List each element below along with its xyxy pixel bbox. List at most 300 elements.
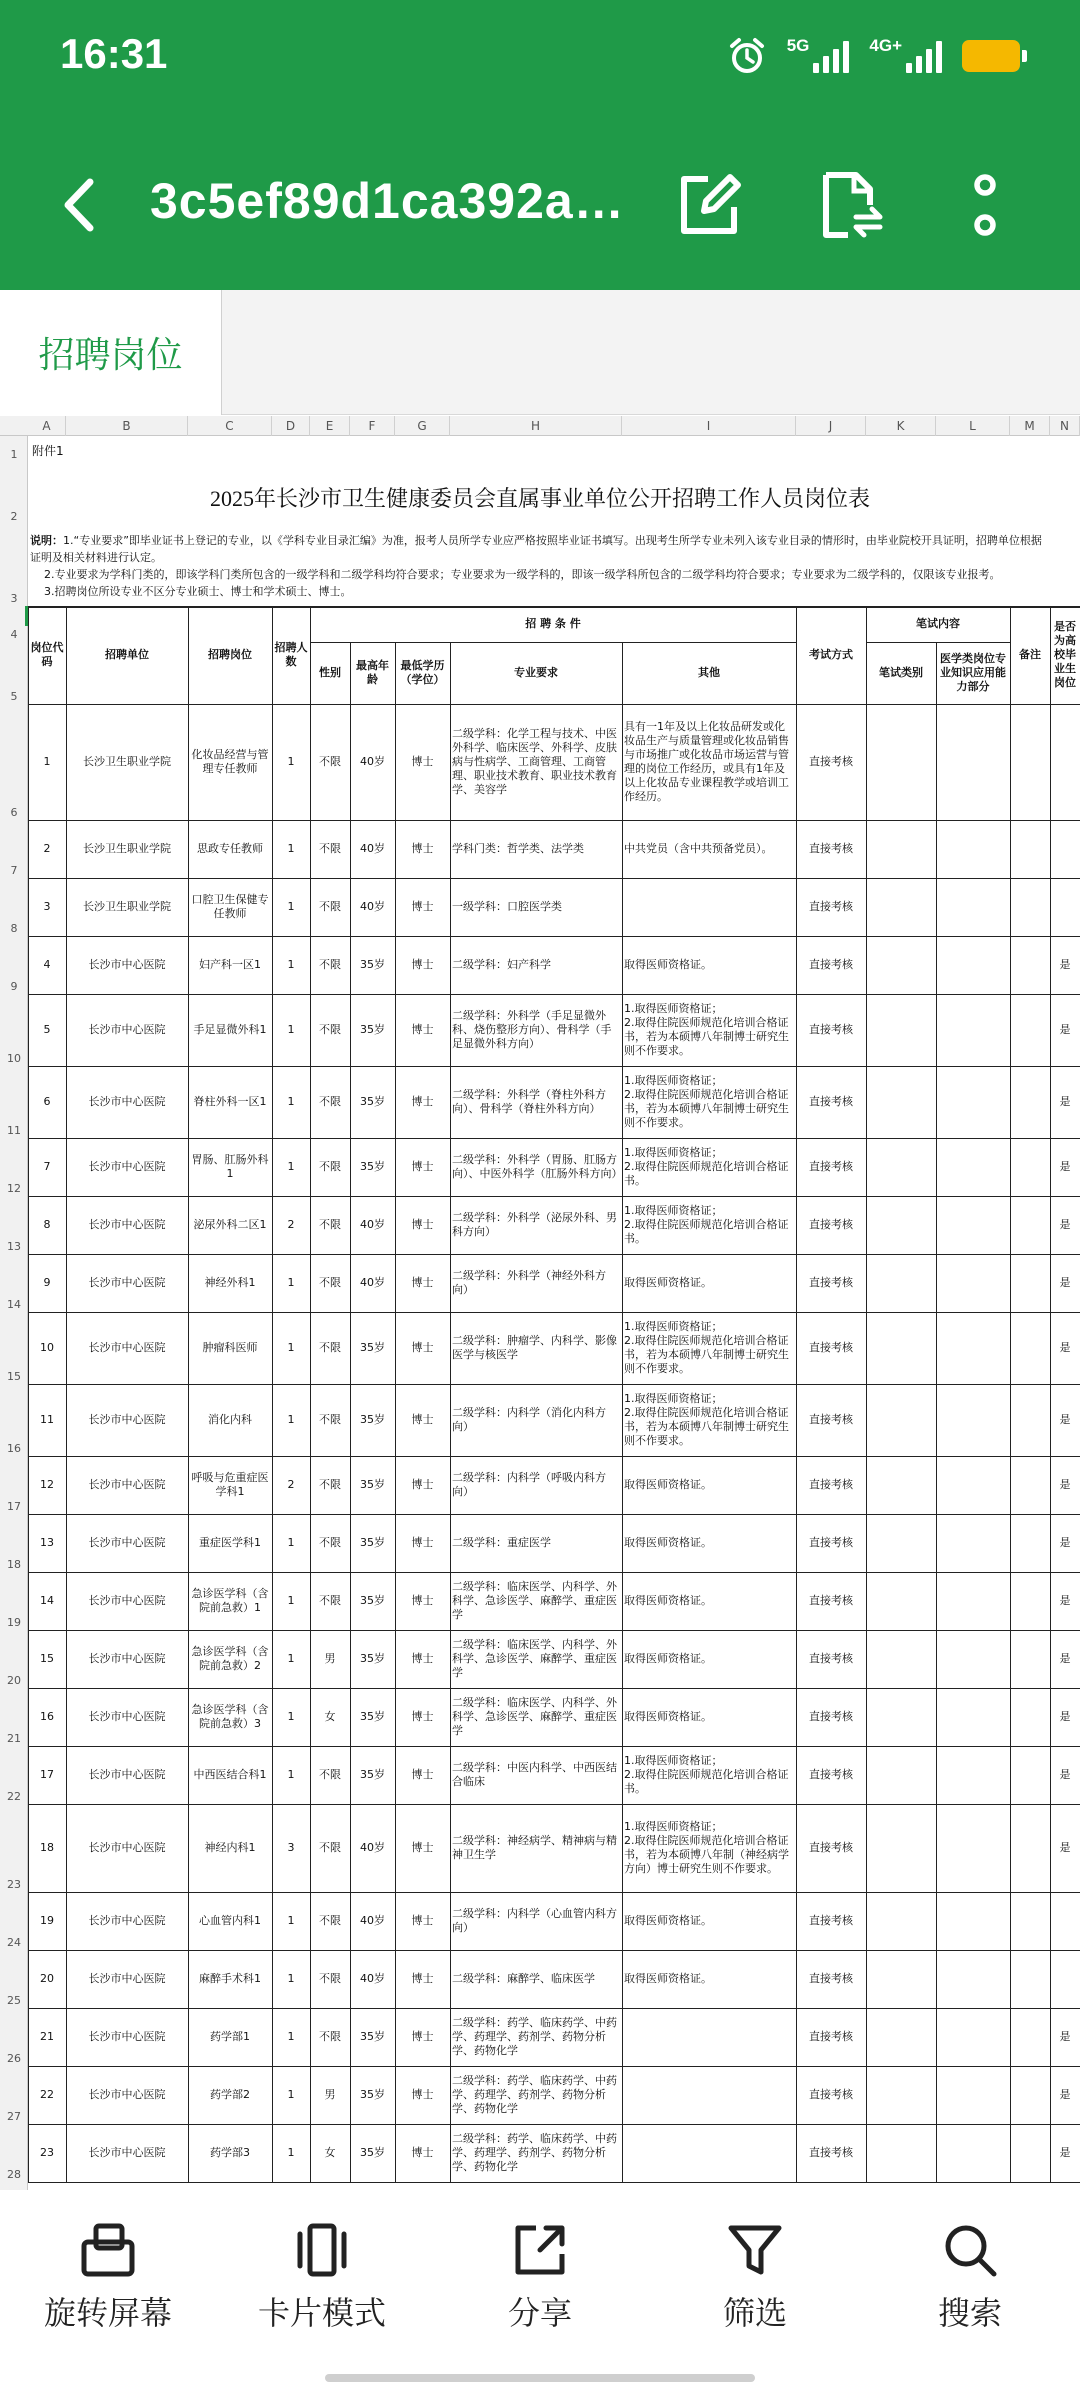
cell-code[interactable]: 23 bbox=[40, 2146, 54, 2159]
cell-gender[interactable]: 不限 bbox=[319, 1218, 341, 1231]
cell-graduate[interactable]: 是 bbox=[1059, 1218, 1071, 1231]
cell-written-type[interactable] bbox=[866, 820, 936, 878]
cell-exam[interactable]: 直接考核 bbox=[809, 900, 853, 913]
cell-graduate[interactable]: 是 bbox=[1059, 1710, 1071, 1723]
cell-remark[interactable] bbox=[1010, 1384, 1050, 1456]
cell-count[interactable]: 1 bbox=[287, 1972, 295, 1985]
header-graduate[interactable]: 是否为高校毕业生岗位 bbox=[1054, 620, 1076, 689]
cell-post[interactable]: 手足显微外科1 bbox=[193, 1023, 267, 1036]
cell-age[interactable]: 35岁 bbox=[360, 1160, 385, 1173]
cell-written-type[interactable] bbox=[866, 936, 936, 994]
cell-education[interactable]: 博士 bbox=[411, 755, 434, 768]
cell-other[interactable]: 取得医师资格证。 bbox=[624, 1276, 712, 1289]
cell-code[interactable]: 18 bbox=[40, 1841, 54, 1854]
cell-count[interactable]: 1 bbox=[287, 1160, 295, 1173]
cell-medical-part[interactable] bbox=[936, 1514, 1010, 1572]
cell-unit[interactable]: 长沙卫生职业学院 bbox=[83, 842, 171, 855]
cell-count[interactable]: 1 bbox=[287, 1652, 295, 1665]
cell-medical-part[interactable] bbox=[936, 1456, 1010, 1514]
cell-other[interactable]: 取得医师资格证。 bbox=[624, 958, 712, 971]
cell-medical-part[interactable] bbox=[936, 1746, 1010, 1804]
row-header[interactable]: 23 bbox=[7, 1878, 21, 1891]
row-header[interactable]: 12 bbox=[7, 1182, 21, 1195]
cell-major[interactable]: 二级学科：重症医学 bbox=[452, 1536, 551, 1549]
cell-written-type[interactable] bbox=[866, 2124, 936, 2182]
cell-unit[interactable]: 长沙市中心医院 bbox=[88, 1914, 166, 1927]
more-button[interactable] bbox=[945, 165, 1025, 245]
cell-remark[interactable] bbox=[1010, 1892, 1050, 1950]
cell-major[interactable]: 二级学科：化学工程与技术、中医外科学、临床医学、外科学、皮肤病与性病学、工商管理、工商管理、职业技术教育、职业技术教育学、美容学 bbox=[452, 727, 617, 796]
cell-exam[interactable]: 直接考核 bbox=[809, 958, 853, 971]
cell-education[interactable]: 博士 bbox=[411, 1160, 434, 1173]
cell-age[interactable]: 40岁 bbox=[360, 1914, 385, 1927]
cell-count[interactable]: 1 bbox=[287, 1594, 295, 1607]
cell-written-type[interactable] bbox=[866, 1572, 936, 1630]
cell-remark[interactable] bbox=[1010, 820, 1050, 878]
cell-medical-part[interactable] bbox=[936, 878, 1010, 936]
cell-age[interactable]: 35岁 bbox=[360, 1710, 385, 1723]
header-exam[interactable]: 考试方式 bbox=[809, 648, 853, 661]
cell-code[interactable]: 13 bbox=[40, 1536, 54, 1549]
cell-medical-part[interactable] bbox=[936, 1196, 1010, 1254]
cell-code[interactable]: 8 bbox=[43, 1218, 51, 1231]
cell-post[interactable]: 神经外科1 bbox=[204, 1276, 256, 1289]
cell-gender[interactable]: 不限 bbox=[319, 842, 341, 855]
cell-written-type[interactable] bbox=[866, 878, 936, 936]
header-education[interactable]: 最低学历（学位） bbox=[400, 659, 445, 686]
cell-written-type[interactable] bbox=[866, 1950, 936, 2008]
cell-remark[interactable] bbox=[1010, 878, 1050, 936]
cell-remark[interactable] bbox=[1010, 704, 1050, 820]
cell-exam[interactable]: 直接考核 bbox=[809, 1095, 853, 1108]
cell-major[interactable]: 二级学科：外科学（神经外科方向） bbox=[452, 1269, 606, 1296]
cell-exam[interactable]: 直接考核 bbox=[809, 1972, 853, 1985]
search-button[interactable] bbox=[880, 2220, 1060, 2334]
cell-code[interactable]: 20 bbox=[40, 1972, 54, 1985]
cell-major[interactable]: 二级学科：中医内科学、中西医结合临床 bbox=[452, 1761, 617, 1788]
cell-post[interactable]: 脊柱外科一区1 bbox=[193, 1095, 267, 1108]
cell-age[interactable]: 35岁 bbox=[360, 1768, 385, 1781]
row-header[interactable]: 9 bbox=[10, 980, 18, 993]
cell-age[interactable]: 35岁 bbox=[360, 1594, 385, 1607]
cell-post[interactable]: 口腔卫生保健专任教师 bbox=[191, 893, 269, 920]
cell-other[interactable]: 取得医师资格证。 bbox=[624, 1652, 712, 1665]
row-header[interactable]: 21 bbox=[7, 1732, 21, 1745]
cell-unit[interactable]: 长沙市中心医院 bbox=[88, 1160, 166, 1173]
cell-unit[interactable]: 长沙市中心医院 bbox=[88, 2030, 166, 2043]
cell-unit[interactable]: 长沙市中心医院 bbox=[88, 958, 166, 971]
cell-education[interactable]: 博士 bbox=[411, 1594, 434, 1607]
cell-exam[interactable]: 直接考核 bbox=[809, 2146, 853, 2159]
column-header[interactable]: I bbox=[622, 416, 796, 436]
cell-exam[interactable]: 直接考核 bbox=[809, 755, 853, 768]
row-header[interactable]: 27 bbox=[7, 2110, 21, 2123]
cell-remark[interactable] bbox=[1010, 1688, 1050, 1746]
cell-education[interactable]: 博士 bbox=[411, 1276, 434, 1289]
cell-other[interactable] bbox=[622, 2066, 796, 2124]
header-conditions[interactable]: 招 聘 条 件 bbox=[525, 617, 581, 630]
cell-major[interactable]: 二级学科：外科学（泌尿外科、男科方向） bbox=[452, 1211, 617, 1238]
cell-education[interactable]: 博士 bbox=[411, 1914, 434, 1927]
cell-medical-part[interactable] bbox=[936, 994, 1010, 1066]
cell-written-type[interactable] bbox=[866, 1630, 936, 1688]
cell-medical-part[interactable] bbox=[936, 1950, 1010, 2008]
header-post[interactable]: 招聘岗位 bbox=[208, 648, 252, 661]
row-header[interactable]: 10 bbox=[7, 1052, 21, 1065]
cell-remark[interactable] bbox=[1010, 1196, 1050, 1254]
cell-written-type[interactable] bbox=[866, 1804, 936, 1892]
header-major[interactable]: 专业要求 bbox=[514, 666, 558, 679]
cell-major[interactable]: 二级学科：临床医学、内科学、外科学、急诊医学、麻醉学、重症医学 bbox=[452, 1696, 617, 1737]
cell-education[interactable]: 博士 bbox=[411, 1841, 434, 1854]
cell-written-type[interactable] bbox=[866, 994, 936, 1066]
row-header[interactable]: 14 bbox=[7, 1298, 21, 1311]
cell-count[interactable]: 1 bbox=[287, 1710, 295, 1723]
cell-code[interactable]: 3 bbox=[43, 900, 51, 913]
cell-graduate[interactable]: 是 bbox=[1059, 1594, 1071, 1607]
cell-gender[interactable]: 不限 bbox=[319, 1413, 341, 1426]
cell-unit[interactable]: 长沙市中心医院 bbox=[88, 1478, 166, 1491]
cell-exam[interactable]: 直接考核 bbox=[809, 1652, 853, 1665]
cell-count[interactable]: 2 bbox=[287, 1218, 295, 1231]
header-unit[interactable]: 招聘单位 bbox=[105, 648, 149, 661]
cell-code[interactable]: 19 bbox=[40, 1914, 54, 1927]
cell-remark[interactable] bbox=[1010, 936, 1050, 994]
cell-count[interactable]: 1 bbox=[287, 1536, 295, 1549]
cell-other[interactable]: 取得医师资格证。 bbox=[624, 1972, 712, 1985]
cell-major[interactable]: 一级学科：口腔医学类 bbox=[452, 900, 562, 913]
column-header[interactable]: H bbox=[450, 416, 622, 436]
column-header[interactable]: A bbox=[28, 416, 66, 436]
rotate-screen-button[interactable] bbox=[18, 2220, 198, 2334]
cell-code[interactable]: 1 bbox=[43, 755, 51, 768]
cell-gender[interactable]: 不限 bbox=[319, 1594, 341, 1607]
cell-post[interactable]: 肿瘤科医师 bbox=[202, 1341, 258, 1354]
header-age[interactable]: 最高年龄 bbox=[356, 659, 389, 686]
cell-exam[interactable]: 直接考核 bbox=[809, 1276, 853, 1289]
cell-major[interactable]: 二级学科：内科学（消化内科方向） bbox=[452, 1406, 606, 1433]
cell-unit[interactable]: 长沙市中心医院 bbox=[88, 1972, 166, 1985]
column-header[interactable]: M bbox=[1010, 416, 1050, 436]
cell-count[interactable]: 1 bbox=[287, 755, 295, 768]
header-remark[interactable]: 备注 bbox=[1019, 648, 1041, 661]
cell-written-type[interactable] bbox=[866, 1066, 936, 1138]
cell-gender[interactable]: 不限 bbox=[319, 1341, 341, 1354]
cell-exam[interactable]: 直接考核 bbox=[809, 2030, 853, 2043]
cell-gender[interactable]: 不限 bbox=[319, 1478, 341, 1491]
cell-count[interactable]: 1 bbox=[287, 900, 295, 913]
cell-code[interactable]: 14 bbox=[40, 1594, 54, 1607]
cell-other[interactable]: 1.取得医师资格证； 2.取得住院医师规范化培训合格证书，若为本硕博八年制（神经病学方向）博士研究生则不作要求。 bbox=[624, 1820, 789, 1875]
cell-exam[interactable]: 直接考核 bbox=[809, 1341, 853, 1354]
cell-graduate[interactable]: 是 bbox=[1059, 1160, 1071, 1173]
cell-post[interactable]: 呼吸与危重症医学科1 bbox=[191, 1471, 269, 1498]
cell-age[interactable]: 35岁 bbox=[360, 1478, 385, 1491]
cell-written-type[interactable] bbox=[866, 1514, 936, 1572]
cell-remark[interactable] bbox=[1010, 1804, 1050, 1892]
column-header[interactable]: F bbox=[350, 416, 395, 436]
header-code[interactable]: 岗位代码 bbox=[30, 641, 64, 668]
cell-written-type[interactable] bbox=[866, 2008, 936, 2066]
cell-major[interactable]: 二级学科：麻醉学、临床医学 bbox=[452, 1972, 595, 1985]
header-count[interactable]: 招聘人数 bbox=[274, 641, 308, 668]
cell-exam[interactable]: 直接考核 bbox=[809, 1023, 853, 1036]
cell-medical-part[interactable] bbox=[936, 2066, 1010, 2124]
cell-age[interactable]: 35岁 bbox=[360, 2088, 385, 2101]
cell-graduate[interactable]: 是 bbox=[1059, 2146, 1071, 2159]
cell-count[interactable]: 2 bbox=[287, 1478, 295, 1491]
cell-code[interactable]: 4 bbox=[43, 958, 51, 971]
row-header[interactable]: 11 bbox=[7, 1124, 21, 1137]
row-header[interactable]: 16 bbox=[7, 1442, 21, 1455]
cell-medical-part[interactable] bbox=[936, 1312, 1010, 1384]
row-header[interactable]: 13 bbox=[7, 1240, 21, 1253]
cell-remark[interactable] bbox=[1010, 2124, 1050, 2182]
row-header[interactable]: 7 bbox=[10, 864, 18, 877]
filter-button[interactable] bbox=[665, 2220, 845, 2334]
cell-unit[interactable]: 长沙市中心医院 bbox=[88, 1710, 166, 1723]
cell-medical-part[interactable] bbox=[936, 2124, 1010, 2182]
cell-written-type[interactable] bbox=[866, 704, 936, 820]
cell-code[interactable]: 21 bbox=[40, 2030, 54, 2043]
cell-gender[interactable]: 不限 bbox=[319, 755, 341, 768]
cell-age[interactable]: 40岁 bbox=[360, 1972, 385, 1985]
row-header[interactable]: 25 bbox=[7, 1994, 21, 2007]
cell-count[interactable]: 1 bbox=[287, 1276, 295, 1289]
cell-code[interactable]: 12 bbox=[40, 1478, 54, 1491]
cell-graduate[interactable]: 是 bbox=[1059, 1341, 1071, 1354]
cell-other[interactable]: 1.取得医师资格证； 2.取得住院医师规范化培训合格证书。 bbox=[624, 1146, 789, 1187]
cell-exam[interactable]: 直接考核 bbox=[809, 1478, 853, 1491]
cell-post[interactable]: 妇产科一区1 bbox=[199, 958, 261, 971]
row-header[interactable]: 8 bbox=[10, 922, 18, 935]
cell-graduate[interactable]: 是 bbox=[1059, 1768, 1071, 1781]
cell-education[interactable]: 博士 bbox=[411, 1095, 434, 1108]
cell-post[interactable]: 急诊医学科（含院前急救）1 bbox=[191, 1587, 269, 1614]
cell-medical-part[interactable] bbox=[936, 1384, 1010, 1456]
cell-graduate[interactable]: 是 bbox=[1059, 958, 1071, 971]
cell-education[interactable]: 博士 bbox=[411, 1768, 434, 1781]
cell-medical-part[interactable] bbox=[936, 1804, 1010, 1892]
cell-age[interactable]: 35岁 bbox=[360, 2146, 385, 2159]
cell-other[interactable]: 1.取得医师资格证； 2.取得住院医师规范化培训合格证书，若为本硕博八年制博士研究生则不作要求。 bbox=[624, 1392, 789, 1447]
cell-exam[interactable]: 直接考核 bbox=[809, 1841, 853, 1854]
cell-gender[interactable]: 男 bbox=[324, 2088, 336, 2101]
cell-medical-part[interactable] bbox=[936, 1254, 1010, 1312]
cell-major[interactable]: 二级学科：外科学（胃肠、肛肠方向）、中医外科学（肛肠外科方向） bbox=[452, 1153, 622, 1180]
cell-other[interactable]: 取得医师资格证。 bbox=[624, 1914, 712, 1927]
cell-medical-part[interactable] bbox=[936, 1572, 1010, 1630]
cell-education[interactable]: 博士 bbox=[411, 1652, 434, 1665]
cell-education[interactable]: 博士 bbox=[411, 1710, 434, 1723]
cell-major[interactable]: 二级学科：外科学（手足显微外科、烧伤整形方向）、骨科学（手足显微外科方向） bbox=[452, 1009, 612, 1050]
cell-gender[interactable]: 男 bbox=[324, 1652, 336, 1665]
cell-graduate[interactable]: 是 bbox=[1059, 1536, 1071, 1549]
cell-age[interactable]: 40岁 bbox=[360, 900, 385, 913]
file-convert-button[interactable] bbox=[808, 165, 888, 245]
cell-other[interactable] bbox=[622, 2124, 796, 2182]
cell-other[interactable]: 取得医师资格证。 bbox=[624, 1710, 712, 1723]
cell-graduate[interactable]: 是 bbox=[1059, 2030, 1071, 2043]
cell-unit[interactable]: 长沙市中心医院 bbox=[88, 2088, 166, 2101]
cell-age[interactable]: 40岁 bbox=[360, 755, 385, 768]
cell-code[interactable]: 17 bbox=[40, 1768, 54, 1781]
cell-medical-part[interactable] bbox=[936, 1688, 1010, 1746]
cell-post[interactable]: 心血管内科1 bbox=[199, 1914, 261, 1927]
cell-gender[interactable]: 不限 bbox=[319, 1536, 341, 1549]
cell-gender[interactable]: 不限 bbox=[319, 1768, 341, 1781]
cell-gender[interactable]: 不限 bbox=[319, 1023, 341, 1036]
cell-major[interactable]: 二级学科：临床医学、内科学、外科学、急诊医学、麻醉学、重症医学 bbox=[452, 1580, 617, 1621]
cell-remark[interactable] bbox=[1010, 1066, 1050, 1138]
cell-exam[interactable]: 直接考核 bbox=[809, 1413, 853, 1426]
cell-unit[interactable]: 长沙市中心医院 bbox=[88, 1413, 166, 1426]
column-header[interactable]: G bbox=[395, 416, 450, 436]
cell-education[interactable]: 博士 bbox=[411, 1972, 434, 1985]
cell-age[interactable]: 35岁 bbox=[360, 1341, 385, 1354]
cell-code[interactable]: 2 bbox=[43, 842, 51, 855]
row-header[interactable]: 20 bbox=[7, 1674, 21, 1687]
cell-exam[interactable]: 直接考核 bbox=[809, 1160, 853, 1173]
cell-other[interactable]: 1.取得医师资格证； 2.取得住院医师规范化培训合格证书，若为本硕博八年制博士研究生则不作要求。 bbox=[624, 1002, 789, 1057]
cell-remark[interactable] bbox=[1010, 1254, 1050, 1312]
header-medical-part[interactable]: 医学类岗位专业知识应用能力部分 bbox=[940, 652, 1006, 693]
cell-count[interactable]: 1 bbox=[287, 1914, 295, 1927]
cell-medical-part[interactable] bbox=[936, 2008, 1010, 2066]
cell-major[interactable]: 二级学科：药学、临床药学、中药学、药理学、药剂学、药物分析学、药物化学 bbox=[452, 2016, 617, 2057]
cell-written-type[interactable] bbox=[866, 1254, 936, 1312]
cell-post[interactable]: 泌尿外科二区1 bbox=[193, 1218, 267, 1231]
cell-unit[interactable]: 长沙市中心医院 bbox=[88, 1768, 166, 1781]
cell-post[interactable]: 麻醉手术科1 bbox=[199, 1972, 261, 1985]
cell-age[interactable]: 35岁 bbox=[360, 1413, 385, 1426]
cell-gender[interactable]: 不限 bbox=[319, 1841, 341, 1854]
cell-written-type[interactable] bbox=[866, 1688, 936, 1746]
cell-major[interactable]: 二级学科：药学、临床药学、中药学、药理学、药剂学、药物分析学、药物化学 bbox=[452, 2074, 617, 2115]
cell-education[interactable]: 博士 bbox=[411, 1218, 434, 1231]
cell-gender[interactable]: 女 bbox=[324, 1710, 336, 1723]
header-other[interactable]: 其他 bbox=[698, 666, 720, 679]
cell-education[interactable]: 博士 bbox=[411, 1536, 434, 1549]
cell-unit[interactable]: 长沙市中心医院 bbox=[88, 2146, 166, 2159]
cell-exam[interactable]: 直接考核 bbox=[809, 1768, 853, 1781]
cell-gender[interactable]: 不限 bbox=[319, 900, 341, 913]
cell-other[interactable]: 取得医师资格证。 bbox=[624, 1536, 712, 1549]
cell-post[interactable]: 神经内科1 bbox=[204, 1841, 256, 1854]
cell-post[interactable]: 重症医学科1 bbox=[199, 1536, 261, 1549]
row-header[interactable]: 18 bbox=[7, 1558, 21, 1571]
header-written-type[interactable]: 笔试类别 bbox=[879, 666, 923, 679]
cell-unit[interactable]: 长沙卫生职业学院 bbox=[83, 900, 171, 913]
cell-code[interactable]: 7 bbox=[43, 1160, 51, 1173]
cell-graduate[interactable]: 是 bbox=[1059, 1652, 1071, 1665]
cell-remark[interactable] bbox=[1010, 1746, 1050, 1804]
cell-count[interactable]: 1 bbox=[287, 2030, 295, 2043]
header-gender[interactable]: 性别 bbox=[319, 666, 341, 679]
cell-medical-part[interactable] bbox=[936, 1630, 1010, 1688]
cell-count[interactable]: 1 bbox=[287, 1413, 295, 1426]
row-header[interactable]: 28 bbox=[7, 2168, 21, 2181]
column-header[interactable]: L bbox=[936, 416, 1010, 436]
cell-count[interactable]: 3 bbox=[287, 1841, 295, 1854]
cell-graduate[interactable]: 是 bbox=[1059, 1276, 1071, 1289]
cell-unit[interactable]: 长沙市中心医院 bbox=[88, 1652, 166, 1665]
cell-education[interactable]: 博士 bbox=[411, 842, 434, 855]
cell-age[interactable]: 40岁 bbox=[360, 842, 385, 855]
cell-exam[interactable]: 直接考核 bbox=[809, 1536, 853, 1549]
cell-gender[interactable]: 不限 bbox=[319, 1160, 341, 1173]
cell-major[interactable]: 二级学科：妇产科学 bbox=[452, 958, 551, 971]
cell-written-type[interactable] bbox=[866, 1746, 936, 1804]
cell-gender[interactable]: 不限 bbox=[319, 2030, 341, 2043]
cell-education[interactable]: 博士 bbox=[411, 1413, 434, 1426]
cell-unit[interactable]: 长沙市中心医院 bbox=[88, 1023, 166, 1036]
cell-count[interactable]: 1 bbox=[287, 842, 295, 855]
cell-written-type[interactable] bbox=[866, 2066, 936, 2124]
cell-age[interactable]: 40岁 bbox=[360, 1276, 385, 1289]
cell-unit[interactable]: 长沙市中心医院 bbox=[88, 1276, 166, 1289]
cell-gender[interactable]: 不限 bbox=[319, 1276, 341, 1289]
cell-education[interactable]: 博士 bbox=[411, 2088, 434, 2101]
cell-medical-part[interactable] bbox=[936, 1892, 1010, 1950]
cell-age[interactable]: 35岁 bbox=[360, 1652, 385, 1665]
cell-unit[interactable]: 长沙市中心医院 bbox=[88, 1841, 166, 1854]
cell-other[interactable]: 1.取得医师资格证； 2.取得住院医师规范化培训合格证书，若为本硕博八年制博士研究生则不作要求。 bbox=[624, 1320, 789, 1375]
cell-other[interactable] bbox=[622, 878, 796, 936]
cell-major[interactable]: 二级学科：内科学（心血管内科方向） bbox=[452, 1907, 617, 1934]
cell-gender[interactable]: 女 bbox=[324, 2146, 336, 2159]
cell-count[interactable]: 1 bbox=[287, 2146, 295, 2159]
row-header[interactable]: 2 bbox=[10, 510, 18, 523]
cell-education[interactable]: 博士 bbox=[411, 900, 434, 913]
cell-major[interactable]: 二级学科：外科学（脊柱外科方向）、骨科学（脊柱外科方向） bbox=[452, 1088, 606, 1115]
spreadsheet-view[interactable] bbox=[0, 416, 1080, 2190]
cell-post[interactable]: 化妆品经营与管理专任教师 bbox=[191, 748, 269, 775]
cell-code[interactable]: 6 bbox=[43, 1095, 51, 1108]
cell-other[interactable]: 1.取得医师资格证； 2.取得住院医师规范化培训合格证书，若为本硕博八年制博士研究生则不作要求。 bbox=[624, 1074, 789, 1129]
cell-graduate[interactable] bbox=[1050, 704, 1080, 820]
cell-graduate[interactable]: 是 bbox=[1059, 1095, 1071, 1108]
cell-code[interactable]: 5 bbox=[43, 1023, 51, 1036]
cell-post[interactable]: 胃肠、肛肠外科1 bbox=[191, 1153, 269, 1180]
cell-gender[interactable]: 不限 bbox=[319, 1095, 341, 1108]
column-header[interactable]: D bbox=[272, 416, 310, 436]
cell-education[interactable]: 博士 bbox=[411, 2146, 434, 2159]
card-mode-button[interactable] bbox=[232, 2220, 412, 2334]
cell-exam[interactable]: 直接考核 bbox=[809, 1594, 853, 1607]
cell-age[interactable]: 35岁 bbox=[360, 1536, 385, 1549]
cell-other[interactable]: 具有一1年及以上化妆品研发或化妆品生产与质量管理或化妆品销售与市场推广或化妆品市场运营与管理的岗位工作经历，或具有1年及以上化妆品专业课程教学或培训工作经历。 bbox=[624, 720, 789, 803]
cell-major[interactable]: 二级学科：肿瘤学、内科学、影像医学与核医学 bbox=[452, 1334, 617, 1361]
cell-code[interactable]: 9 bbox=[43, 1276, 51, 1289]
header-written[interactable]: 笔试内容 bbox=[916, 617, 960, 630]
cell-count[interactable]: 1 bbox=[287, 958, 295, 971]
cell-remark[interactable] bbox=[1010, 2066, 1050, 2124]
cell-unit[interactable]: 长沙市中心医院 bbox=[88, 1536, 166, 1549]
cell-other[interactable]: 1.取得医师资格证； 2.取得住院医师规范化培训合格证书。 bbox=[624, 1754, 789, 1795]
row-header[interactable]: 24 bbox=[7, 1936, 21, 1949]
cell-graduate[interactable]: 是 bbox=[1059, 1841, 1071, 1854]
cell-post[interactable]: 急诊医学科（含院前急救）2 bbox=[191, 1645, 269, 1672]
cell-graduate[interactable]: 是 bbox=[1059, 1023, 1071, 1036]
cell-major[interactable]: 二级学科：临床医学、内科学、外科学、急诊医学、麻醉学、重症医学 bbox=[452, 1638, 617, 1679]
row-header[interactable]: 26 bbox=[7, 2052, 21, 2065]
cell-age[interactable]: 35岁 bbox=[360, 2030, 385, 2043]
cell-unit[interactable]: 长沙市中心医院 bbox=[88, 1095, 166, 1108]
share-button[interactable] bbox=[450, 2220, 630, 2334]
cell-gender[interactable]: 不限 bbox=[319, 1972, 341, 1985]
cell-code[interactable]: 15 bbox=[40, 1652, 54, 1665]
